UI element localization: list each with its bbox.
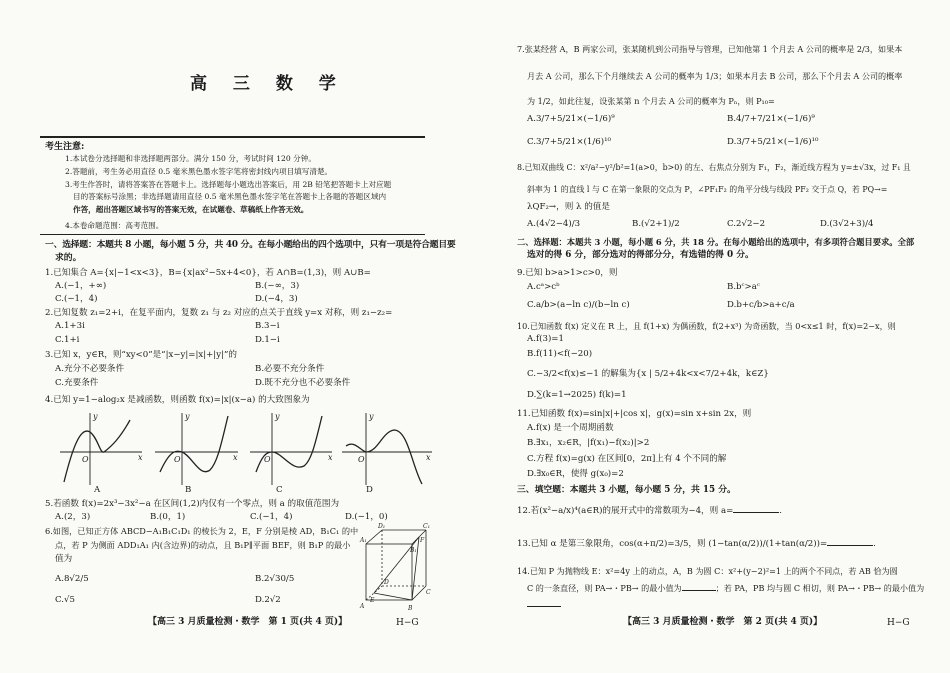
- footer-code-left: H−G: [396, 618, 419, 628]
- question-14-text: ；若 PA，PB 均与圆 C 相切，则 PA→・PB→ 的最小值为: [715, 583, 925, 593]
- q4-graph-b: [155, 413, 238, 485]
- notice-text: 1.本试卷分选择题和非选择题两部分。满分 150 分，考试时间 120 分钟。: [65, 154, 316, 163]
- q5-option-c: C.(−1，4): [250, 512, 293, 522]
- q11-option-b: B.∃x₁，x₂∈R，|f(x₁)−f(x₂)|>2: [527, 438, 650, 448]
- q10-option-c: C.−3/2<f(x)≤−1 的解集为{x | 5/2+4k<x<7/2+4k，k∈Z}: [527, 369, 769, 379]
- question-14-line-1: 14.已知 P 为抛物线 E：x²=4y 上的动点，A，B 为圆 C：x²+(y−2)²=1 上的两个不同点，若 AB 恰为圆: [517, 566, 898, 576]
- q4-graph-options: [60, 410, 435, 490]
- q11-option-d: D.∃x₀∈R，使得 g(x₀)=2: [527, 469, 624, 479]
- question-6-line-1: 6.如图，已知正方体 ABCD−A₁B₁C₁D₁ 的棱长为 2，E，F 分别是棱 AD，B₁C₁ 的中: [45, 526, 359, 536]
- q4-graph-a: [60, 413, 142, 485]
- question-8-line-3: λQF₂→，则 λ 的值是: [527, 202, 610, 212]
- question-1-stem: 1.已知集合 A={x|−1<x<3}，B={x|ax²−5x+4<0}，若 A∩B=(1,3)，则 A∪B=: [45, 268, 371, 278]
- q8-option-c: C.2√2−2: [727, 219, 766, 229]
- q1-option-c: C.(−1，4): [55, 294, 98, 304]
- q6-cube-label: D₁: [378, 523, 386, 530]
- answer-blank[interactable]: [733, 504, 779, 513]
- question-6-line-3: 值为: [55, 554, 73, 564]
- q8-option-d: D.(3√2+3)/4: [820, 219, 874, 229]
- section-text: 求的。: [55, 252, 82, 263]
- footer-right: 【高三 3 月质量检测・数学 第 2 页(共 4 页)】: [623, 617, 823, 627]
- footer-code-right: H−G: [887, 618, 910, 628]
- question-12-stem: 12.若(x²−a/x)⁴(a∈R)的展开式中的常数项为−4，则 a=: [517, 506, 734, 516]
- q3-option-a: A.充分不必要条件: [55, 364, 125, 374]
- notice-rule-bottom: [40, 234, 425, 235]
- q8-option-a: A.(4√2−4)/3: [527, 219, 581, 229]
- q2-option-d: D.1−i: [255, 335, 280, 345]
- q4-axis-x-label: x: [138, 453, 143, 462]
- question-13-stem: 13.已知 α 是第三象限角，cos(α+π/2)=3/5，则 (1−tan(α/2))/(1+tan(α/2))=: [517, 539, 828, 549]
- q6-cube-label: F: [420, 537, 425, 544]
- section-text: 选对的得 6 分，部分选对的得部分分，有选错的得 0 分。: [527, 250, 754, 261]
- q4-label-d: D: [366, 485, 373, 495]
- q7-option-b: B.4/7+7/21×(−1/6)⁹: [727, 114, 815, 124]
- q9-option-a: A.cᵃ>cᵇ: [527, 282, 560, 292]
- notice-text: 3.考生作答时，请将答案答在答题卡上。选择题每小题选出答案后，用 2B 铅笔把答题卡上对应题: [65, 180, 392, 189]
- q11-option-a: A.f(x) 是一个周期函数: [527, 423, 614, 433]
- notice-text: 4.本卷命题范围：高考范围。: [65, 221, 164, 230]
- q6-cube-figure: [360, 522, 430, 614]
- answer-blank[interactable]: [682, 582, 716, 591]
- notice-text: 作答，超出答题区域书写的答案无效，在试题卷、草稿纸上作答无效。: [73, 204, 309, 214]
- q5-option-b: B.(0，1): [150, 512, 186, 522]
- q5-option-d: D.(−1，0): [345, 512, 388, 522]
- q4-graph-c: [250, 413, 332, 485]
- title-rule-top: [40, 136, 425, 138]
- q4-label-c: C: [276, 485, 283, 495]
- section-text: 二、选择题：本题共 3 小题，每小题 6 分，共 18 分。在每小题给出的选项中，有多项符合题目要求。全部: [517, 237, 915, 247]
- question-7-line-1: 7.张某经营 A，B 两家公司，张某随机到公司指导与管理，已知他第 1 个月去 A 公司的概率是 2/3，如果本: [517, 44, 903, 54]
- question-4-stem: 4.已知 y=1−alog₂x 是减函数，则函数 f(x)=|x|(x−a) 的大致图象为: [45, 395, 310, 405]
- question-14-line-2: [527, 582, 924, 593]
- paper-title: 高 三 数 学: [190, 74, 346, 94]
- q6-cube-label: A: [360, 603, 365, 610]
- q6-option-b: B.2√30/5: [255, 574, 295, 584]
- answer-blank[interactable]: [527, 598, 561, 607]
- notice-item-2: [65, 167, 425, 176]
- q4-origin-label: O: [264, 455, 271, 464]
- q1-option-a: A.(−1，+∞): [55, 281, 107, 291]
- q2-option-c: C.1+i: [55, 335, 80, 345]
- q3-option-b: B.必要不充分条件: [255, 364, 325, 374]
- page-right: [475, 0, 950, 673]
- footer-left: 【高三 3 月质量检测・数学 第 1 页(共 4 页)】: [148, 617, 348, 627]
- question-13: 13.已知 α 是第三象限角，cos(α+π/2)=3/5，则 (1−tan(α/2))/(1+tan(α/2))= .: [517, 539, 876, 549]
- q1-option-b: B.(−∞，3): [255, 281, 300, 291]
- notice-item-3: [65, 180, 425, 214]
- section-1-heading: [45, 240, 456, 264]
- q4-axis-x-label: x: [328, 453, 333, 462]
- q10-option-a: A.f(3)=1: [527, 334, 564, 344]
- q10-option-d: D.∑(k=1→2025) f(k)=1: [527, 390, 627, 400]
- question-3-stem: 3.已知 x，y∈R，则“xy<0”是“|x−y|=|x|+|y|”的: [45, 350, 237, 360]
- q2-option-a: A.1+3i: [55, 321, 85, 331]
- q7-option-a: A.3/7+5/21×(−1/6)⁹: [527, 114, 615, 124]
- q4-axis-y-label: y: [369, 412, 374, 421]
- question-9-stem: 9.已知 b>a>1>c>0，则: [517, 268, 618, 278]
- q3-option-c: C.充要条件: [55, 378, 99, 388]
- question-2-stem: 2.已知复数 z₁=2+i，在复平面内，复数 z₁ 与 z₂ 对应的点关于直线 y=x 对称，则 z₁−z₂=: [45, 308, 393, 318]
- question-8-line-2: 斜率为 1 的直线 l 与 C 在第一象限的交点为 P，∠PF₁F₂ 的角平分线与线段 PF₂ 交于点 Q，若 PQ→=: [527, 185, 888, 194]
- q6-cube-label: D: [384, 579, 389, 586]
- q6-cube-label: E: [370, 597, 375, 604]
- question-5-stem: 5.若函数 f(x)=2x³−3x²−a 在区间(1,2)内仅有一个零点，则 a 的取值范围为: [45, 499, 340, 509]
- q2-option-b: B.3−i: [255, 321, 280, 331]
- question-14-line-3: [527, 598, 561, 611]
- section-text: 一、选择题：本题共 8 小题，每小题 5 分，共 40 分。在每小题给出的四个选项中，只有一项是符合题目要: [45, 240, 456, 250]
- section-3-heading: 三、填空题：本题共 3 小题，每小题 5 分，共 15 分。: [517, 485, 736, 495]
- question-10-stem: 10.已知函数 f(x) 定义在 R 上，且 f(1+x) 为偶函数，f(2+x³) 为奇函数，当 0<x≤1 时，f(x)=2−x，则: [517, 321, 896, 331]
- notice-item-1: [65, 154, 425, 163]
- question-6-line-2: 点，若 P 为侧面 ADD₁A₁ 内(含边界)的动点，且 B₁P∥平面 BEF，则 B₁P 的最小: [55, 540, 351, 550]
- q4-origin-label: O: [174, 455, 181, 464]
- q5-option-a: A.(2，3): [55, 512, 91, 522]
- question-7-line-3: 为 1/2，如此往复，设张某第 n 个月去 A 公司的概率为 Pₙ，则 P₁₀=: [527, 96, 775, 106]
- q6-option-c: C.√5: [55, 595, 75, 605]
- q4-axis-y-label: y: [275, 412, 280, 421]
- q6-cube-label: B: [408, 605, 413, 612]
- question-11-stem: 11.已知函数 f(x)=sin|x|+|cos x|，g(x)=sin x+sin 2x，则: [517, 409, 752, 419]
- q1-option-d: D.(−4，3): [255, 294, 298, 304]
- q6-cube-label: B₁: [410, 547, 417, 554]
- q6-cube-label: C₁: [423, 523, 430, 530]
- answer-blank[interactable]: [827, 537, 873, 546]
- notice-heading: 考生注意:: [45, 142, 85, 152]
- section-2-heading: [517, 237, 917, 261]
- q9-option-d: D.b+c/b>a+c/a: [727, 300, 795, 310]
- q7-option-c: C.3/7+5/21×(1/6)¹⁰: [527, 137, 611, 147]
- q6-cube-label: C: [426, 589, 431, 596]
- q3-option-d: D.既不充分也不必要条件: [255, 378, 351, 388]
- question-7-line-2: 月去 A 公司，那么下个月继续去 A 公司的概率为 1/3；如果本月去 B 公司，那么下个月去 A 公司的概率: [527, 71, 903, 81]
- q4-axis-y-label: y: [93, 412, 98, 421]
- q9-option-c: C.a/b>(a−ln c)/(b−ln c): [527, 300, 630, 310]
- q11-option-c: C.方程 f(x)=g(x) 在区间[0，2π]上有 4 个不同的解: [527, 454, 727, 464]
- notice-text: 2.答题前，考生务必用直径 0.5 毫米黑色墨水签字笔将密封线内项目填写清楚。: [65, 167, 333, 176]
- notice-item-4: [65, 221, 425, 230]
- question-8-line-1: 8.已知双曲线 C：x²/a²−y²/b²=1(a>0，b>0) 的左、右焦点分别为 F₁，F₂，渐近线方程为 y=±√3x，过 F₁ 且: [517, 163, 911, 172]
- notice-text: 目的答案标号涂黑；非选择题请用直径 0.5 毫米黑色墨水签字笔在答题卡上各题的答题区域内: [73, 192, 387, 202]
- q4-graph-d: [342, 413, 432, 485]
- q7-option-d: D.3/7+5/21×(−1/6)¹⁰: [727, 137, 819, 147]
- q6-option-a: A.8√2/5: [55, 574, 89, 584]
- q6-cube-label: A₁: [360, 537, 367, 544]
- q10-option-b: B.f(11)<f(−20): [527, 349, 593, 359]
- question-12: 12.若(x²−a/x)⁴(a∈R)的展开式中的常数项为−4，则 a= .: [517, 506, 783, 516]
- q4-axis-x-label: x: [426, 453, 431, 462]
- q4-label-b: B: [185, 485, 192, 495]
- q6-option-d: D.2√2: [255, 595, 281, 605]
- q9-option-b: B.bᶜ>aᶜ: [727, 282, 760, 292]
- q4-origin-label: O: [358, 455, 365, 464]
- q4-label-a: A: [94, 485, 101, 495]
- q4-origin-label: O: [82, 455, 89, 464]
- question-14-text: C 的一条直径，则 PA→・PB→ 的最小值为: [527, 583, 682, 593]
- q4-axis-y-label: y: [185, 412, 190, 421]
- q8-option-b: B.(√2+1)/2: [632, 219, 680, 229]
- q4-axis-x-label: x: [233, 453, 238, 462]
